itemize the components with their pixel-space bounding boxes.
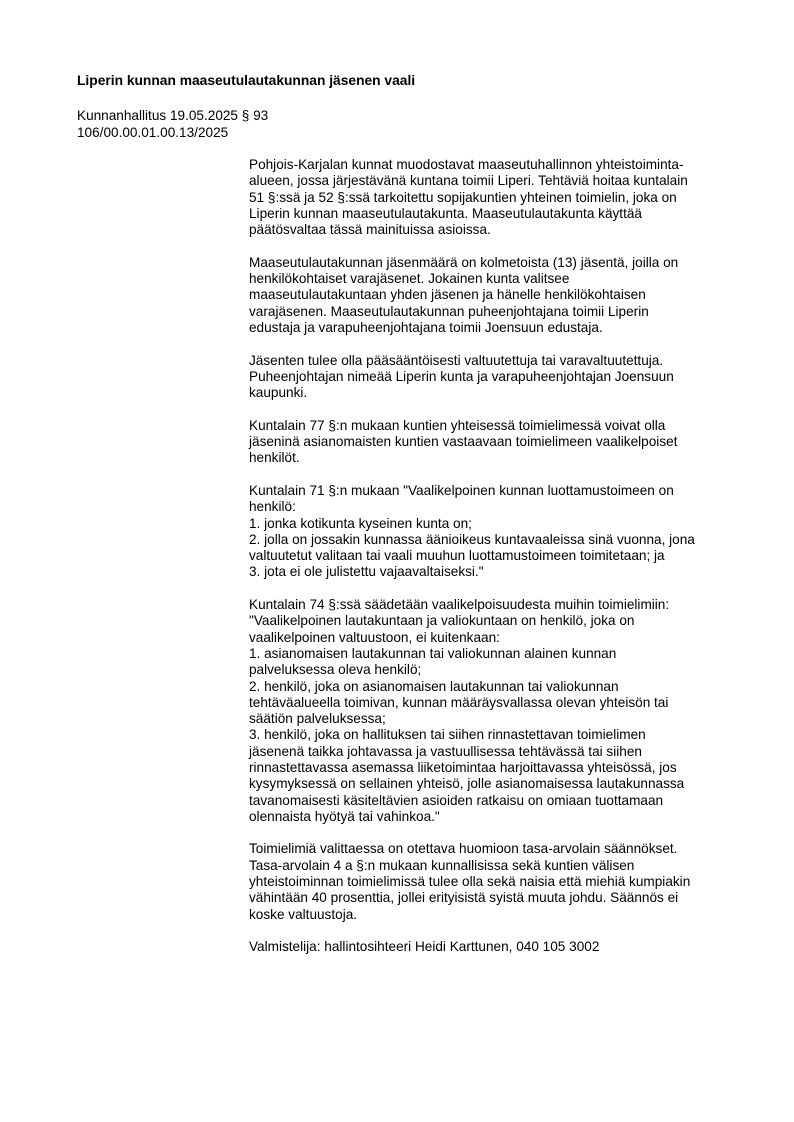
paragraph-line: rinnastettavassa asemassa liiketoimintaa harjoittavassa yhteisössä, jos bbox=[249, 759, 677, 775]
paragraph-line: jäsenenä taikka johtavassa ja vastuullisessa tehtävässä tai siihen bbox=[249, 743, 642, 759]
paragraph-7 bbox=[249, 841, 739, 922]
paragraph-line: päätösvaltaa tässä mainituissa asioissa. bbox=[249, 222, 491, 238]
paragraph-line: Toimielimiä valittaessa on otettava huomioon tasa-arvolain säännökset. bbox=[249, 841, 678, 857]
paragraph-line: 2. jolla on jossakin kunnassa äänioikeus kuntavaaleissa sinä vuonna, jona bbox=[249, 531, 695, 547]
paragraph-line: Valmistelija: hallintosihteeri Heidi Karttunen, 040 105 3002 bbox=[249, 939, 600, 955]
paragraph-line: palveluksessa oleva henkilö; bbox=[249, 662, 422, 678]
paragraph-line: Pohjois-Karjalan kunnat muodostavat maaseutuhallinnon yhteistoiminta- bbox=[249, 157, 684, 172]
paragraph-line: vaalikelpoinen valtuustoon, ei kuitenkaan: bbox=[249, 629, 500, 645]
paragraph-line: säätiön palveluksessa; bbox=[249, 711, 386, 727]
paragraph-line: 2. henkilö, joka on asianomaisen lautakunnan tai valiokunnan bbox=[249, 678, 619, 694]
paragraph-line: henkilö: bbox=[249, 499, 296, 515]
paragraph-line: 3. henkilö, joka on hallituksen tai siihen rinnastettavan toimielimen bbox=[249, 727, 646, 743]
paragraph-5 bbox=[249, 483, 739, 581]
paragraph-line: yhteistoiminnan toimielimissä tulee olla sekä naisia että miehiä kumpiakin bbox=[249, 874, 691, 890]
paragraph-line: 3. jota ei ole julistettu vajaavaltaiseksi." bbox=[249, 564, 484, 580]
record-number: 106/00.00.01.00.13/2025 bbox=[77, 124, 229, 140]
paragraph-line: tavanomaisesti käsiteltävien asioiden ratkaisu on omiaan tuottamaan bbox=[249, 792, 664, 808]
paragraph-line: Tasa-arvolain 4 a §:n mukaan kunnallisissa sekä kuntien välisen bbox=[249, 857, 635, 873]
paragraph-line: olennaista hyötyä tai vahinkoa." bbox=[249, 808, 440, 824]
paragraph-line: 51 §:ssä ja 52 §:ssä tarkoitettu sopijakuntien yhteinen toimielin, joka on bbox=[249, 189, 677, 205]
paragraph-4 bbox=[249, 418, 739, 467]
paragraph-line: Kuntalain 74 §:ssä säädetään vaalikelpoisuudesta muihin toimielimiin: bbox=[249, 597, 670, 613]
paragraph-line: kaupunki. bbox=[249, 385, 308, 401]
paragraph-6 bbox=[249, 597, 739, 825]
paragraph-line: Jäsenten tulee olla pääsääntöisesti valtuutettuja tai varavaltuutettuja. bbox=[249, 352, 664, 368]
paragraph-line: maaseutulautakuntaan yhden jäsenen ja hänelle henkilökohtaisen bbox=[249, 287, 646, 303]
paragraph-8 bbox=[249, 939, 739, 955]
document-body bbox=[249, 157, 739, 972]
paragraph-line: vähintään 40 prosenttia, jollei erityisistä syistä muuta johdu. Säännös ei bbox=[249, 890, 679, 906]
paragraph-line: Kuntalain 71 §:n mukaan "Vaalikelpoinen kunnan luottamustoimeen on bbox=[249, 482, 674, 498]
paragraph-line: tehtäväalueella toimivan, kunnan määräysvallassa olevan yhteisön tai bbox=[249, 694, 669, 710]
paragraph-line: 1. asianomaisen lautakunnan tai valiokunnan alainen kunnan bbox=[249, 645, 617, 661]
paragraph-line: henkilökohtaiset varajäsenet. Jokainen kunta valitsee bbox=[249, 271, 570, 287]
paragraph-3 bbox=[249, 353, 739, 402]
paragraph-line: henkilöt. bbox=[249, 450, 300, 466]
paragraph-line: alueen, jossa järjestävänä kuntana toimii Liperi. Tehtäviä hoitaa kuntalain bbox=[249, 173, 688, 189]
paragraph-line: Kuntalain 77 §:n mukaan kuntien yhteisessä toimielimessä voivat olla bbox=[249, 417, 666, 433]
paragraph-line: Maaseutulautakunnan jäsenmäärä on kolmetoista (13) jäsentä, joilla on bbox=[249, 254, 679, 270]
paragraph-line: koske valtuustoja. bbox=[249, 906, 358, 922]
meeting-reference: Kunnanhallitus 19.05.2025 § 93 bbox=[77, 108, 269, 123]
document-title: Liperin kunnan maaseutulautakunnan jäsenen vaali bbox=[77, 73, 416, 88]
paragraph-line: 1. jonka kotikunta kyseinen kunta on; bbox=[249, 515, 472, 531]
paragraph-line: kysymyksessä on sellainen yhteisö, jolle asianomaisessa lautakunnassa bbox=[249, 776, 685, 792]
paragraph-line: varajäsenen. Maaseutulautakunnan puheenjohtajana toimii Liperin bbox=[249, 303, 649, 319]
paragraph-line: edustaja ja varapuheenjohtajana toimii Joensuun edustaja. bbox=[249, 319, 603, 335]
paragraph-1 bbox=[249, 157, 739, 238]
paragraph-2 bbox=[249, 255, 739, 336]
paragraph-line: Puheenjohtajan nimeää Liperin kunta ja varapuheenjohtajan Joensuun bbox=[249, 368, 674, 384]
paragraph-line: Liperin kunnan maaseutulautakunta. Maaseutulautakunta käyttää bbox=[249, 205, 642, 221]
paragraph-line: jäseninä asianomaisten kuntien vastaavaan toimielimeen vaalikelpoiset bbox=[249, 434, 678, 450]
paragraph-line: valtuutetut valitaan tai vaali muuhun luottamustoimeen toimitetaan; ja bbox=[249, 548, 665, 564]
paragraph-line: "Vaalikelpoinen lautakuntaan ja valiokuntaan on henkilö, joka on bbox=[249, 613, 635, 629]
document-meta bbox=[77, 108, 268, 141]
